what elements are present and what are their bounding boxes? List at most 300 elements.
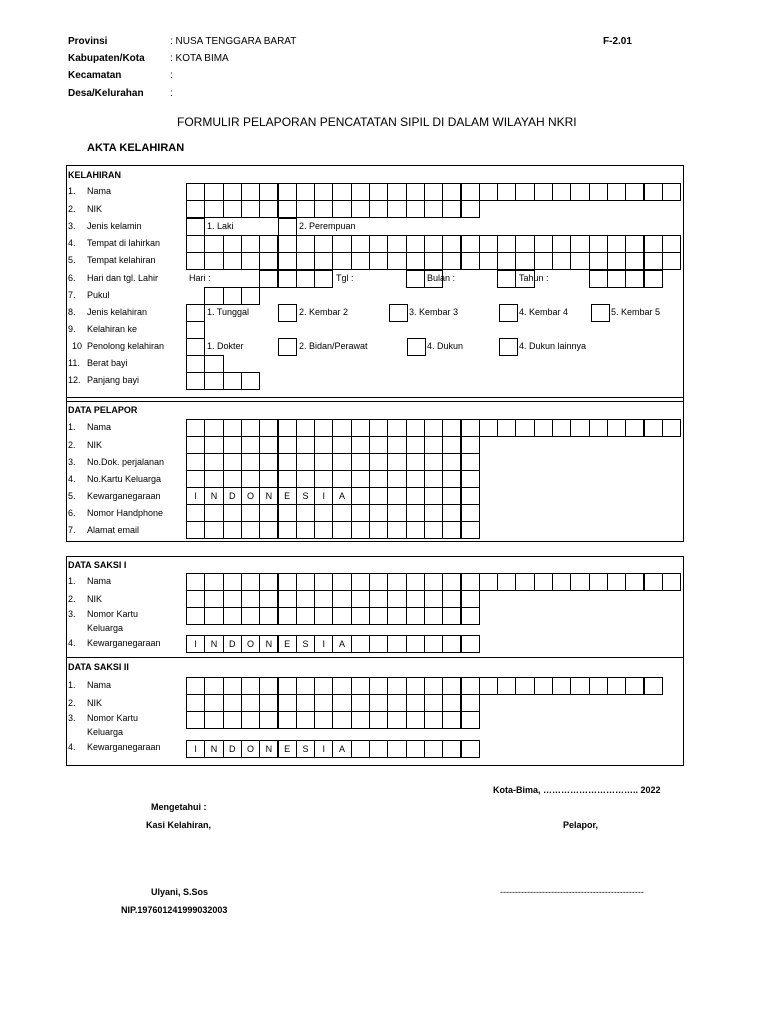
- witness2-family-card-cell[interactable]: [241, 711, 260, 729]
- birthplace-cell[interactable]: [461, 252, 480, 270]
- witness1-nationality-cell[interactable]: A: [332, 635, 351, 653]
- helper-checkbox[interactable]: [499, 338, 518, 356]
- witness1-name-cell[interactable]: [351, 573, 370, 591]
- witness1-nationality-cell[interactable]: [387, 635, 406, 653]
- phone-cell[interactable]: [204, 504, 223, 522]
- reporter-nik-cell[interactable]: [278, 436, 297, 454]
- phone-cell[interactable]: [332, 504, 351, 522]
- nik-cell[interactable]: [424, 200, 443, 218]
- family-card-cell[interactable]: [369, 470, 388, 488]
- reporter-name-cell[interactable]: [534, 419, 553, 437]
- witness1-name-cell[interactable]: [406, 573, 425, 591]
- reporter-name-cell[interactable]: [644, 419, 663, 437]
- witness1-nik-cell[interactable]: [278, 590, 297, 608]
- reporter-name-cell[interactable]: [186, 419, 205, 437]
- birthplace-cell[interactable]: [387, 235, 406, 253]
- witness2-nik-cell[interactable]: [259, 694, 278, 712]
- birthplace-cell[interactable]: [461, 235, 480, 253]
- email-cell[interactable]: [369, 521, 388, 539]
- witness1-name-cell[interactable]: [589, 573, 608, 591]
- family-card-cell[interactable]: [223, 470, 242, 488]
- phone-cell[interactable]: [259, 504, 278, 522]
- witness1-nik-cell[interactable]: [332, 590, 351, 608]
- witness1-nik-cell[interactable]: [204, 590, 223, 608]
- day-cell[interactable]: [278, 270, 297, 288]
- birthplace-cell[interactable]: [296, 252, 315, 270]
- reporter-name-cell[interactable]: [570, 419, 589, 437]
- name-cell[interactable]: [406, 183, 425, 201]
- family-card-cell[interactable]: [442, 470, 461, 488]
- birthplace-cell[interactable]: [241, 252, 260, 270]
- birthplace-cell[interactable]: [589, 235, 608, 253]
- name-cell[interactable]: [534, 183, 553, 201]
- family-card-cell[interactable]: [424, 470, 443, 488]
- reporter-nik-cell[interactable]: [314, 436, 333, 454]
- email-cell[interactable]: [314, 521, 333, 539]
- witness1-nationality-cell[interactable]: [406, 635, 425, 653]
- witness1-family-card-cell[interactable]: [332, 607, 351, 625]
- witness2-name-cell[interactable]: [223, 677, 242, 695]
- witness1-name-cell[interactable]: [332, 573, 351, 591]
- phone-cell[interactable]: [314, 504, 333, 522]
- passport-cell[interactable]: [241, 453, 260, 471]
- witness2-name-cell[interactable]: [314, 677, 333, 695]
- witness2-nationality-cell[interactable]: A: [332, 740, 351, 758]
- witness1-name-cell[interactable]: [534, 573, 553, 591]
- nationality-cell[interactable]: [387, 487, 406, 505]
- witness2-family-card-cell[interactable]: [351, 711, 370, 729]
- name-cell[interactable]: [278, 183, 297, 201]
- witness1-nik-cell[interactable]: [186, 590, 205, 608]
- birth-type-checkbox[interactable]: [278, 304, 297, 322]
- witness1-name-cell[interactable]: [607, 573, 626, 591]
- nik-cell[interactable]: [387, 200, 406, 218]
- witness1-nik-cell[interactable]: [369, 590, 388, 608]
- nationality-cell[interactable]: I: [314, 487, 333, 505]
- witness2-name-cell[interactable]: [625, 677, 644, 695]
- witness1-nik-cell[interactable]: [424, 590, 443, 608]
- witness2-family-card-cell[interactable]: [186, 711, 205, 729]
- phone-cell[interactable]: [442, 504, 461, 522]
- family-card-cell[interactable]: [387, 470, 406, 488]
- time-cell[interactable]: [204, 287, 223, 305]
- birthplace-cell[interactable]: [552, 252, 571, 270]
- passport-cell[interactable]: [223, 453, 242, 471]
- birthplace-cell[interactable]: [223, 252, 242, 270]
- length-cell[interactable]: [204, 372, 223, 390]
- witness1-family-card-cell[interactable]: [241, 607, 260, 625]
- name-cell[interactable]: [552, 183, 571, 201]
- witness1-name-cell[interactable]: [479, 573, 498, 591]
- witness2-family-card-cell[interactable]: [314, 711, 333, 729]
- family-card-cell[interactable]: [314, 470, 333, 488]
- family-card-cell[interactable]: [259, 470, 278, 488]
- witness2-family-card-cell[interactable]: [204, 711, 223, 729]
- phone-cell[interactable]: [241, 504, 260, 522]
- nik-cell[interactable]: [204, 200, 223, 218]
- reporter-nik-cell[interactable]: [442, 436, 461, 454]
- witness2-name-cell[interactable]: [424, 677, 443, 695]
- witness2-nationality-cell[interactable]: N: [204, 740, 223, 758]
- date-cell[interactable]: [406, 270, 425, 288]
- day-cell[interactable]: [259, 270, 278, 288]
- weight-cell[interactable]: [204, 355, 223, 373]
- witness1-nik-cell[interactable]: [351, 590, 370, 608]
- reporter-name-cell[interactable]: [442, 419, 461, 437]
- reporter-name-cell[interactable]: [497, 419, 516, 437]
- nationality-cell[interactable]: S: [296, 487, 315, 505]
- witness2-name-cell[interactable]: [461, 677, 480, 695]
- witness2-family-card-cell[interactable]: [369, 711, 388, 729]
- witness1-nik-cell[interactable]: [241, 590, 260, 608]
- nik-cell[interactable]: [332, 200, 351, 218]
- birthplace-cell[interactable]: [515, 252, 534, 270]
- name-cell[interactable]: [204, 183, 223, 201]
- nationality-cell[interactable]: E: [278, 487, 297, 505]
- witness2-family-card-cell[interactable]: [223, 711, 242, 729]
- witness2-nationality-cell[interactable]: E: [278, 740, 297, 758]
- witness1-nationality-cell[interactable]: N: [204, 635, 223, 653]
- family-card-cell[interactable]: [406, 470, 425, 488]
- birthplace-cell[interactable]: [241, 235, 260, 253]
- witness2-nik-cell[interactable]: [278, 694, 297, 712]
- email-cell[interactable]: [241, 521, 260, 539]
- phone-cell[interactable]: [461, 504, 480, 522]
- birthplace-cell[interactable]: [534, 252, 553, 270]
- witness2-name-cell[interactable]: [644, 677, 663, 695]
- nationality-cell[interactable]: N: [259, 487, 278, 505]
- passport-cell[interactable]: [204, 453, 223, 471]
- witness2-family-card-cell[interactable]: [442, 711, 461, 729]
- reporter-name-cell[interactable]: [223, 419, 242, 437]
- nationality-cell[interactable]: [442, 487, 461, 505]
- witness1-nationality-cell[interactable]: [351, 635, 370, 653]
- witness1-family-card-cell[interactable]: [223, 607, 242, 625]
- witness2-nationality-cell[interactable]: I: [314, 740, 333, 758]
- witness2-name-cell[interactable]: [570, 677, 589, 695]
- name-cell[interactable]: [515, 183, 534, 201]
- reporter-nik-cell[interactable]: [241, 436, 260, 454]
- nationality-cell[interactable]: A: [332, 487, 351, 505]
- reporter-name-cell[interactable]: [479, 419, 498, 437]
- birthplace-cell[interactable]: [534, 235, 553, 253]
- birth-type-checkbox[interactable]: [186, 304, 205, 322]
- witness1-nationality-cell[interactable]: N: [259, 635, 278, 653]
- witness2-name-cell[interactable]: [406, 677, 425, 695]
- email-cell[interactable]: [387, 521, 406, 539]
- phone-cell[interactable]: [424, 504, 443, 522]
- birthplace-cell[interactable]: [314, 252, 333, 270]
- witness2-nationality-cell[interactable]: N: [259, 740, 278, 758]
- birthplace-cell[interactable]: [644, 235, 663, 253]
- witness2-nationality-cell[interactable]: S: [296, 740, 315, 758]
- length-cell[interactable]: [186, 372, 205, 390]
- family-card-cell[interactable]: [296, 470, 315, 488]
- witness1-family-card-cell[interactable]: [406, 607, 425, 625]
- birthplace-cell[interactable]: [570, 235, 589, 253]
- name-cell[interactable]: [424, 183, 443, 201]
- nik-cell[interactable]: [314, 200, 333, 218]
- witness1-nationality-cell[interactable]: E: [278, 635, 297, 653]
- day-cell[interactable]: [296, 270, 315, 288]
- passport-cell[interactable]: [332, 453, 351, 471]
- witness2-nik-cell[interactable]: [351, 694, 370, 712]
- length-cell[interactable]: [241, 372, 260, 390]
- witness2-name-cell[interactable]: [351, 677, 370, 695]
- reporter-nik-cell[interactable]: [332, 436, 351, 454]
- witness2-name-cell[interactable]: [589, 677, 608, 695]
- passport-cell[interactable]: [406, 453, 425, 471]
- birthplace-cell[interactable]: [479, 252, 498, 270]
- witness1-name-cell[interactable]: [497, 573, 516, 591]
- phone-cell[interactable]: [186, 504, 205, 522]
- gender-checkbox[interactable]: [186, 218, 205, 236]
- name-cell[interactable]: [223, 183, 242, 201]
- year-cell[interactable]: [625, 270, 644, 288]
- passport-cell[interactable]: [314, 453, 333, 471]
- nik-cell[interactable]: [186, 200, 205, 218]
- witness2-name-cell[interactable]: [497, 677, 516, 695]
- witness1-nik-cell[interactable]: [461, 590, 480, 608]
- reporter-name-cell[interactable]: [314, 419, 333, 437]
- name-cell[interactable]: [259, 183, 278, 201]
- witness1-nationality-cell[interactable]: I: [314, 635, 333, 653]
- reporter-nik-cell[interactable]: [406, 436, 425, 454]
- witness1-family-card-cell[interactable]: [259, 607, 278, 625]
- month-cell[interactable]: [497, 270, 516, 288]
- birthplace-cell[interactable]: [204, 252, 223, 270]
- name-cell[interactable]: [314, 183, 333, 201]
- witness2-nationality-cell[interactable]: I: [186, 740, 205, 758]
- name-cell[interactable]: [479, 183, 498, 201]
- witness2-nik-cell[interactable]: [442, 694, 461, 712]
- reporter-name-cell[interactable]: [259, 419, 278, 437]
- email-cell[interactable]: [461, 521, 480, 539]
- email-cell[interactable]: [278, 521, 297, 539]
- witness1-family-card-cell[interactable]: [296, 607, 315, 625]
- witness1-nationality-cell[interactable]: O: [241, 635, 260, 653]
- witness2-name-cell[interactable]: [296, 677, 315, 695]
- witness1-name-cell[interactable]: [387, 573, 406, 591]
- witness1-name-cell[interactable]: [314, 573, 333, 591]
- birth-type-checkbox[interactable]: [389, 304, 408, 322]
- witness2-nationality-cell[interactable]: [461, 740, 480, 758]
- birthplace-cell[interactable]: [424, 235, 443, 253]
- reporter-nik-cell[interactable]: [387, 436, 406, 454]
- helper-checkbox[interactable]: [278, 338, 297, 356]
- nik-cell[interactable]: [241, 200, 260, 218]
- witness1-name-cell[interactable]: [461, 573, 480, 591]
- birthplace-cell[interactable]: [552, 235, 571, 253]
- witness2-family-card-cell[interactable]: [296, 711, 315, 729]
- passport-cell[interactable]: [278, 453, 297, 471]
- name-cell[interactable]: [442, 183, 461, 201]
- birthplace-cell[interactable]: [570, 252, 589, 270]
- day-cell[interactable]: [314, 270, 333, 288]
- reporter-name-cell[interactable]: [552, 419, 571, 437]
- witness1-name-cell[interactable]: [552, 573, 571, 591]
- witness1-family-card-cell[interactable]: [314, 607, 333, 625]
- witness2-family-card-cell[interactable]: [461, 711, 480, 729]
- witness1-nationality-cell[interactable]: I: [186, 635, 205, 653]
- witness1-name-cell[interactable]: [369, 573, 388, 591]
- reporter-name-cell[interactable]: [607, 419, 626, 437]
- email-cell[interactable]: [186, 521, 205, 539]
- witness1-nik-cell[interactable]: [259, 590, 278, 608]
- reporter-name-cell[interactable]: [387, 419, 406, 437]
- nik-cell[interactable]: [406, 200, 425, 218]
- helper-checkbox[interactable]: [186, 338, 205, 356]
- nationality-cell[interactable]: D: [223, 487, 242, 505]
- name-cell[interactable]: [461, 183, 480, 201]
- witness1-family-card-cell[interactable]: [204, 607, 223, 625]
- nationality-cell[interactable]: I: [186, 487, 205, 505]
- nik-cell[interactable]: [278, 200, 297, 218]
- witness2-family-card-cell[interactable]: [332, 711, 351, 729]
- nik-cell[interactable]: [259, 200, 278, 218]
- witness1-nik-cell[interactable]: [223, 590, 242, 608]
- family-card-cell[interactable]: [461, 470, 480, 488]
- reporter-nik-cell[interactable]: [186, 436, 205, 454]
- birthplace-cell[interactable]: [223, 235, 242, 253]
- time-cell[interactable]: [241, 287, 260, 305]
- birth-type-checkbox[interactable]: [499, 304, 518, 322]
- reporter-nik-cell[interactable]: [204, 436, 223, 454]
- email-cell[interactable]: [204, 521, 223, 539]
- witness1-nationality-cell[interactable]: [369, 635, 388, 653]
- name-cell[interactable]: [589, 183, 608, 201]
- birthplace-cell[interactable]: [644, 252, 663, 270]
- reporter-nik-cell[interactable]: [461, 436, 480, 454]
- family-card-cell[interactable]: [332, 470, 351, 488]
- birthplace-cell[interactable]: [589, 252, 608, 270]
- passport-cell[interactable]: [259, 453, 278, 471]
- name-cell[interactable]: [662, 183, 681, 201]
- nik-cell[interactable]: [296, 200, 315, 218]
- name-cell[interactable]: [625, 183, 644, 201]
- nationality-cell[interactable]: N: [204, 487, 223, 505]
- witness1-name-cell[interactable]: [223, 573, 242, 591]
- witness1-family-card-cell[interactable]: [424, 607, 443, 625]
- witness1-nationality-cell[interactable]: [461, 635, 480, 653]
- nationality-cell[interactable]: [424, 487, 443, 505]
- witness2-nationality-cell[interactable]: [406, 740, 425, 758]
- gender-checkbox[interactable]: [278, 218, 297, 236]
- name-cell[interactable]: [607, 183, 626, 201]
- nik-cell[interactable]: [351, 200, 370, 218]
- birthplace-cell[interactable]: [497, 252, 516, 270]
- witness2-nik-cell[interactable]: [314, 694, 333, 712]
- reporter-name-cell[interactable]: [278, 419, 297, 437]
- witness1-nationality-cell[interactable]: [442, 635, 461, 653]
- birthplace-cell[interactable]: [351, 252, 370, 270]
- birthplace-cell[interactable]: [515, 235, 534, 253]
- birthplace-cell[interactable]: [259, 252, 278, 270]
- witness2-name-cell[interactable]: [332, 677, 351, 695]
- birthplace-cell[interactable]: [424, 252, 443, 270]
- witness1-family-card-cell[interactable]: [351, 607, 370, 625]
- witness1-name-cell[interactable]: [278, 573, 297, 591]
- witness1-family-card-cell[interactable]: [387, 607, 406, 625]
- birthplace-cell[interactable]: [607, 235, 626, 253]
- witness1-name-cell[interactable]: [186, 573, 205, 591]
- name-cell[interactable]: [351, 183, 370, 201]
- witness1-nationality-cell[interactable]: D: [223, 635, 242, 653]
- reporter-nik-cell[interactable]: [424, 436, 443, 454]
- witness2-name-cell[interactable]: [479, 677, 498, 695]
- birthplace-cell[interactable]: [406, 235, 425, 253]
- email-cell[interactable]: [332, 521, 351, 539]
- witness2-nationality-cell[interactable]: [442, 740, 461, 758]
- reporter-name-cell[interactable]: [461, 419, 480, 437]
- passport-cell[interactable]: [461, 453, 480, 471]
- birthplace-cell[interactable]: [497, 235, 516, 253]
- family-card-cell[interactable]: [351, 470, 370, 488]
- name-cell[interactable]: [241, 183, 260, 201]
- phone-cell[interactable]: [296, 504, 315, 522]
- witness2-nik-cell[interactable]: [241, 694, 260, 712]
- email-cell[interactable]: [223, 521, 242, 539]
- passport-cell[interactable]: [369, 453, 388, 471]
- witness1-family-card-cell[interactable]: [278, 607, 297, 625]
- family-card-cell[interactable]: [204, 470, 223, 488]
- reporter-name-cell[interactable]: [241, 419, 260, 437]
- witness1-name-cell[interactable]: [442, 573, 461, 591]
- birthplace-cell[interactable]: [662, 252, 681, 270]
- witness2-nik-cell[interactable]: [204, 694, 223, 712]
- email-cell[interactable]: [259, 521, 278, 539]
- helper-checkbox[interactable]: [407, 338, 426, 356]
- witness2-nik-cell[interactable]: [461, 694, 480, 712]
- witness2-nationality-cell[interactable]: D: [223, 740, 242, 758]
- phone-cell[interactable]: [351, 504, 370, 522]
- witness1-family-card-cell[interactable]: [442, 607, 461, 625]
- passport-cell[interactable]: [351, 453, 370, 471]
- reporter-name-cell[interactable]: [406, 419, 425, 437]
- witness2-nik-cell[interactable]: [332, 694, 351, 712]
- birthplace-cell[interactable]: [314, 235, 333, 253]
- witness2-nik-cell[interactable]: [223, 694, 242, 712]
- birthplace-cell[interactable]: [351, 235, 370, 253]
- name-cell[interactable]: [332, 183, 351, 201]
- reporter-name-cell[interactable]: [515, 419, 534, 437]
- name-cell[interactable]: [186, 183, 205, 201]
- witness2-name-cell[interactable]: [387, 677, 406, 695]
- birthplace-cell[interactable]: [387, 252, 406, 270]
- witness2-nationality-cell[interactable]: [387, 740, 406, 758]
- reporter-name-cell[interactable]: [424, 419, 443, 437]
- name-cell[interactable]: [497, 183, 516, 201]
- birthplace-cell[interactable]: [625, 252, 644, 270]
- birthplace-cell[interactable]: [186, 235, 205, 253]
- birthplace-cell[interactable]: [278, 252, 297, 270]
- witness2-nik-cell[interactable]: [406, 694, 425, 712]
- year-cell[interactable]: [589, 270, 608, 288]
- reporter-nik-cell[interactable]: [259, 436, 278, 454]
- birthplace-cell[interactable]: [296, 235, 315, 253]
- witness1-name-cell[interactable]: [296, 573, 315, 591]
- birth-type-checkbox[interactable]: [591, 304, 610, 322]
- passport-cell[interactable]: [296, 453, 315, 471]
- witness2-name-cell[interactable]: [278, 677, 297, 695]
- email-cell[interactable]: [442, 521, 461, 539]
- reporter-nik-cell[interactable]: [369, 436, 388, 454]
- time-cell[interactable]: [223, 287, 242, 305]
- name-cell[interactable]: [570, 183, 589, 201]
- family-card-cell[interactable]: [241, 470, 260, 488]
- witness2-name-cell[interactable]: [534, 677, 553, 695]
- witness1-family-card-cell[interactable]: [369, 607, 388, 625]
